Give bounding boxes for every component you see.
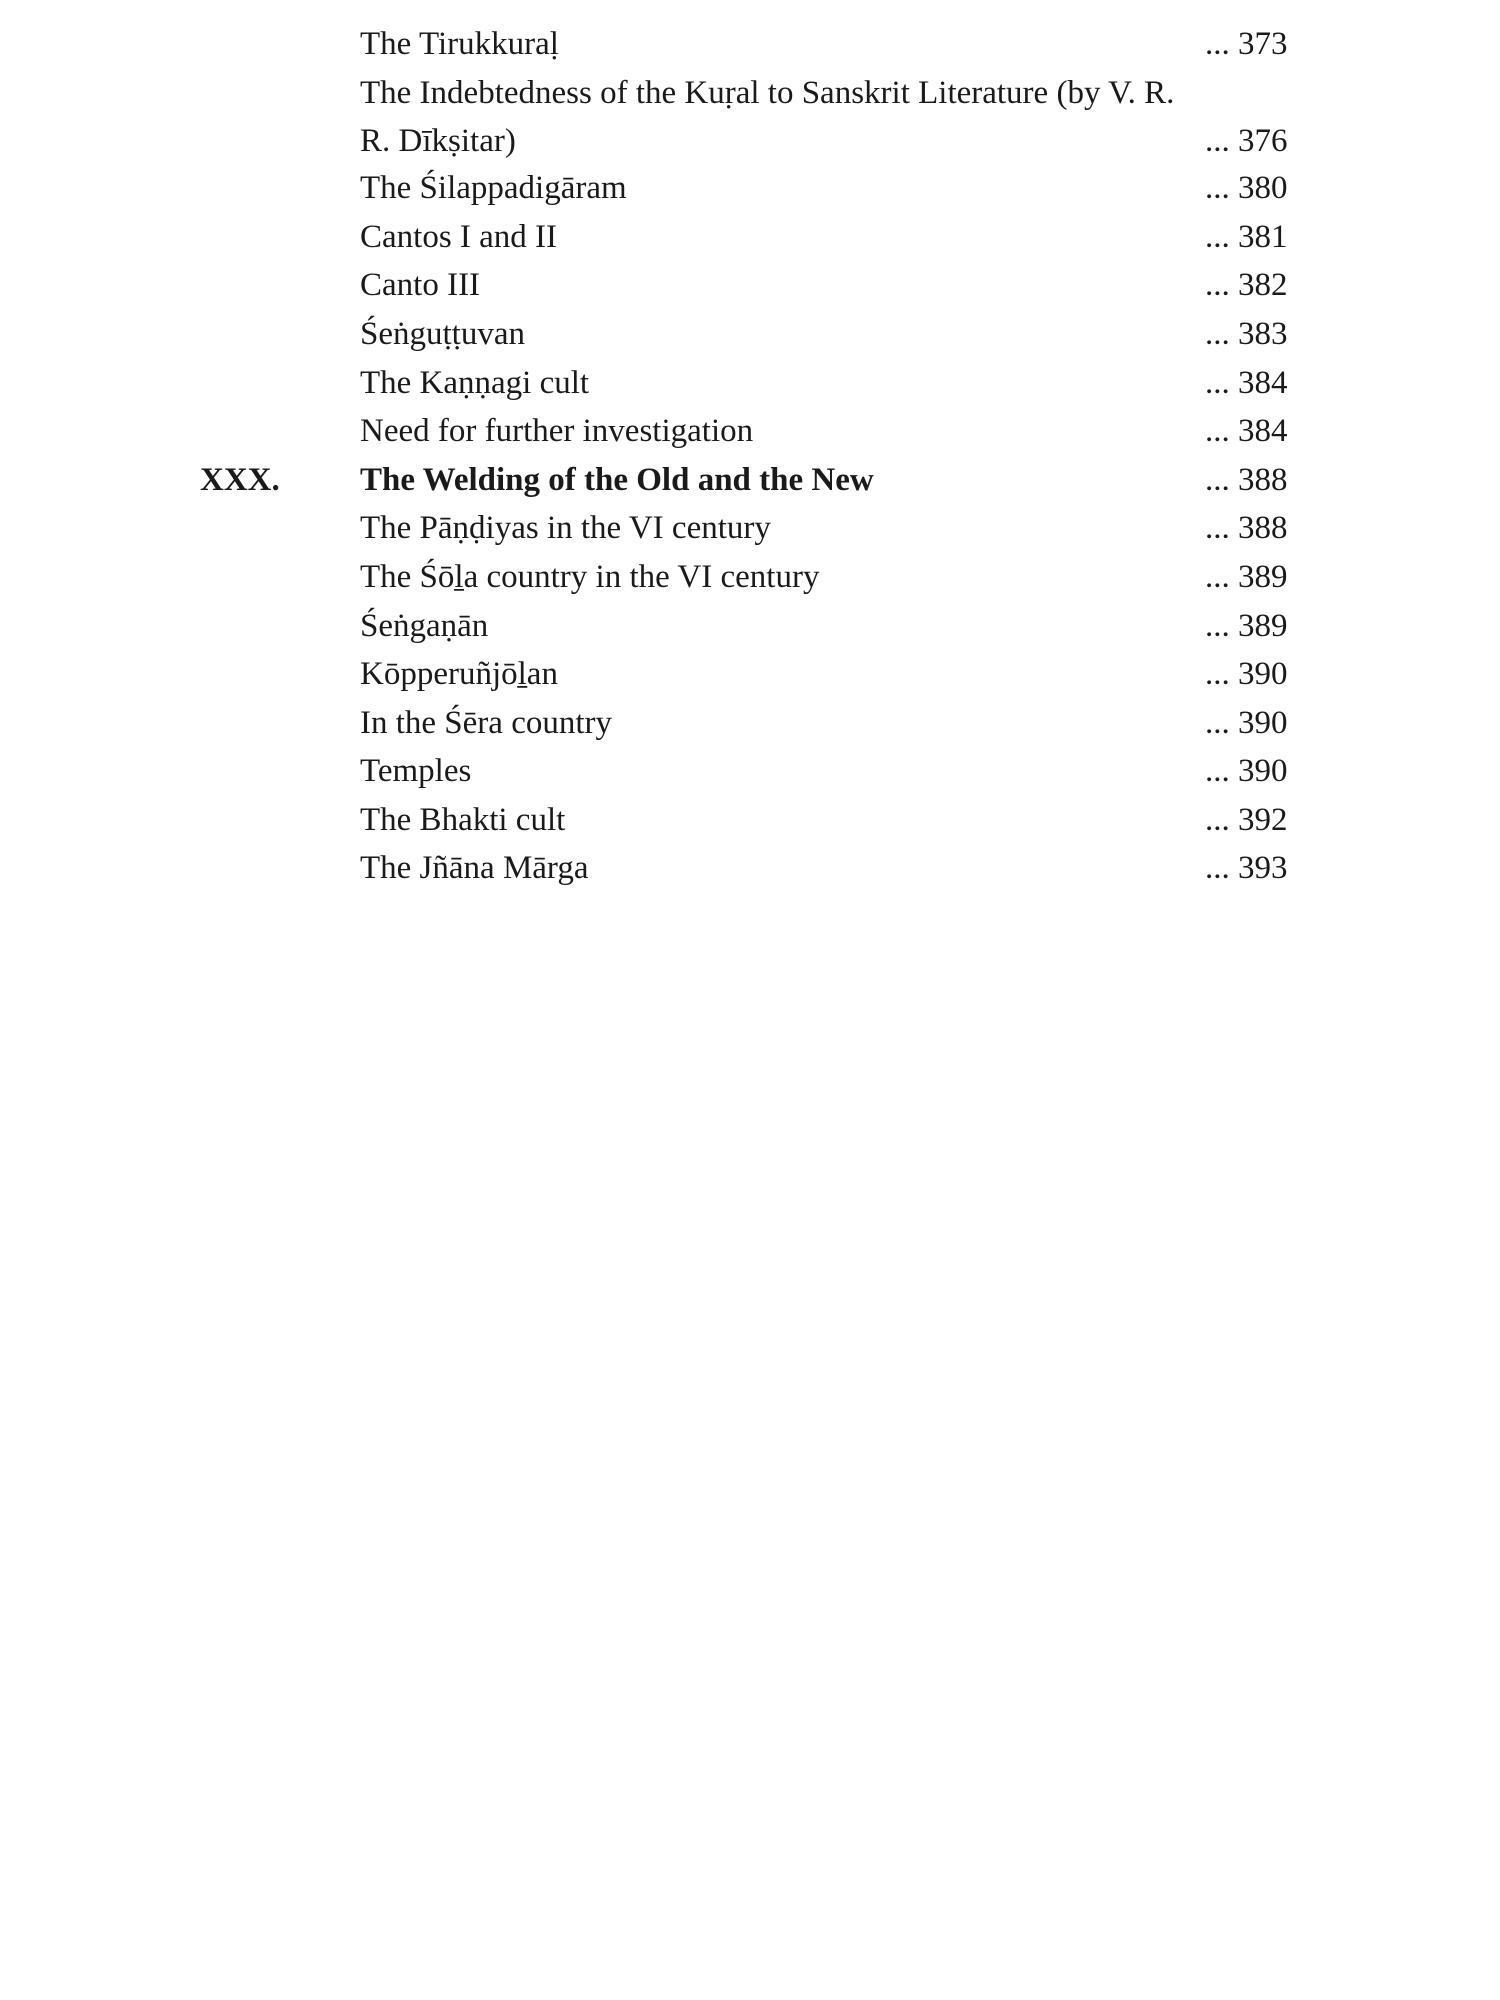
page-number: ... 384: [1205, 413, 1288, 449]
entry-title: The Indebtedness of the Kuṛal to Sanskrit Literature (by V. R. R. Dīkṣitar): [360, 75, 1175, 159]
entry-title: The Tirukkuraḷ: [360, 26, 559, 62]
entry-title: In the Śēra country: [360, 705, 612, 741]
toc-entry: [0, 553, 1500, 601]
chapter-number: XXX.: [200, 462, 280, 498]
page-number: ... 389: [1205, 559, 1288, 595]
page-number: ... 388: [1205, 510, 1288, 546]
page-number: ... 373: [1205, 26, 1288, 62]
toc-entry: [0, 69, 1500, 165]
page-number: ... 383: [1205, 316, 1288, 352]
chapter-title: The Welding of the Old and the New: [360, 462, 874, 498]
entry-title: Kōpperuñjōḻan: [360, 656, 558, 692]
toc-entry: [0, 844, 1500, 892]
toc-entry: [0, 796, 1500, 844]
page-number: ... 390: [1205, 705, 1288, 741]
toc-entry: [0, 407, 1500, 455]
page-number: ... 382: [1205, 267, 1288, 303]
toc-entry: [0, 602, 1500, 650]
entry-title: Śeṅguṭṭuvan: [360, 316, 525, 352]
toc-entry: [0, 164, 1500, 212]
toc-entry: [0, 747, 1500, 795]
entry-title: The Kaṇṇagi cult: [360, 365, 590, 401]
toc-entry: [0, 213, 1500, 261]
toc-entry: [0, 310, 1500, 358]
page-number: ... 388: [1205, 462, 1288, 498]
toc-chapter-heading: [0, 456, 1500, 504]
toc-entry: [0, 699, 1500, 747]
entry-title: The Jñāna Mārga: [360, 850, 589, 886]
toc-entry: [0, 359, 1500, 407]
page-number: ... 390: [1205, 656, 1288, 692]
entry-title: The Śōḻa country in the VI century: [360, 559, 820, 595]
toc-entry: [0, 20, 1500, 68]
entry-title: Temples: [360, 753, 472, 789]
page-number: ... 393: [1205, 850, 1288, 886]
toc-entry: [0, 504, 1500, 552]
entry-title: Cantos I and II: [360, 219, 558, 255]
entry-title: The Bhakti cult: [360, 802, 566, 838]
entry-title: The Pāṇḍiyas in the VI century: [360, 510, 771, 546]
page-number: ... 384: [1205, 365, 1288, 401]
toc-entry: [0, 261, 1500, 309]
toc-entry: [0, 650, 1500, 698]
page-number: ... 381: [1205, 219, 1288, 255]
page-number: ... 380: [1205, 170, 1288, 206]
page-number: ... 376: [1205, 123, 1288, 159]
entry-title: Śeṅgaṇān: [360, 608, 489, 644]
page-number: ... 392: [1205, 802, 1288, 838]
entry-title: The Śilappadigāram: [360, 170, 627, 206]
entry-title: Need for further investigation: [360, 413, 754, 449]
entry-title: Canto III: [360, 267, 481, 303]
page-number: ... 389: [1205, 608, 1288, 644]
page-number: ... 390: [1205, 753, 1288, 789]
